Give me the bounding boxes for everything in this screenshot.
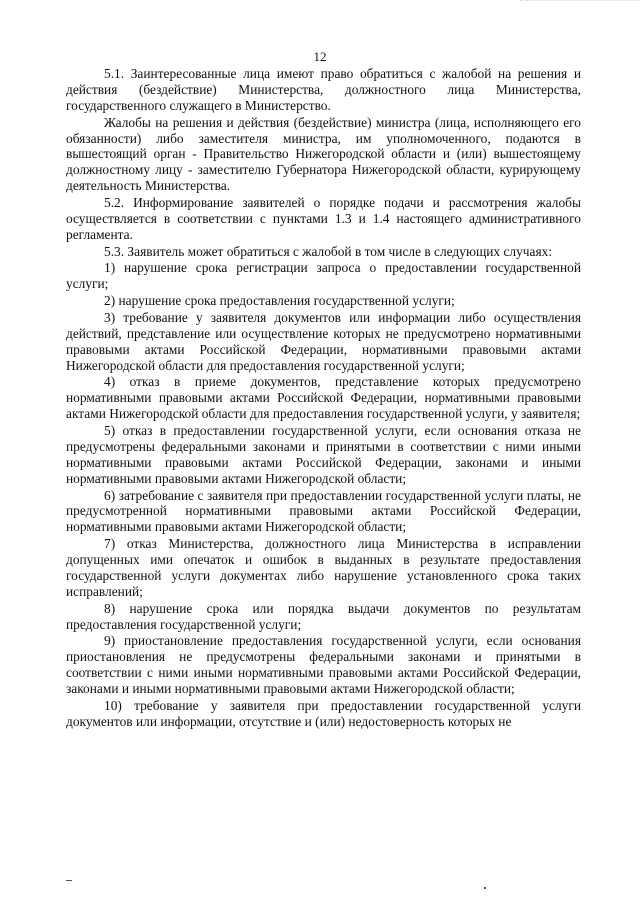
margin-mark-right [484, 887, 486, 889]
paragraph-5-2: 5.2. Информирование заявителей о порядке подачи и рассмотрения жалобы осуществляется в соответствии с пунктами 1.3 и 1.4 настоящего административного регламента. [66, 195, 581, 242]
list-item-10: 10) требование у заявителя при предоставлении государственной услуги документов или информации, отсутствие и (или) недостоверность которых не [66, 697, 581, 729]
list-item-7: 7) отказ Министерства, должностного лица Министерства в исправлении допущенных ими опечаток и ошибок в выданных в результате предоставления государственной услуги документах либо нарушение установленного срока таких исправлений; [66, 536, 581, 599]
scan-artifact [520, 0, 640, 9]
list-item-6: 6) затребование с заявителя при предоставлении государственной услуги платы, не предусмотренной нормативными правовыми актами Российской Федерации, нормативными правовыми актами Нижегородской области; [66, 487, 581, 535]
list-item-1: 1) нарушение срока регистрации запроса о предоставлении государственной услуги; [66, 260, 581, 292]
list-item-2: 2) нарушение срока предоставления государственной услуги; [104, 293, 455, 309]
page-number: 12 [313, 49, 327, 64]
list-item-5: 5) отказ в предоставлении государственной услуги, если основания отказа не предусмотрены федеральными законами и принятыми в соответствии с ними иными нормативными правовыми актами Российской Федерации, законами и иными нормативными правовыми актами Нижегородской области; [66, 423, 581, 486]
list-item-3: 3) требование у заявителя документов или информации либо осуществления действий, представление или осуществление которых не предусмотрено нормативными правовыми актами Российской Федерации, нормативными правовыми актами Нижегородской области для предоставления государственной услуги; [66, 309, 581, 373]
margin-mark-left [66, 880, 72, 881]
list-item-4: 4) отказ в приеме документов, представление которых предусмотрено нормативными правовыми актами Российской Федерации, нормативными правовыми актами Нижегородской области для предоставления государственной услуги, у заявителя; [66, 374, 581, 422]
document-body [66, 66, 581, 731]
paragraph-complaints: Жалобы на решения и действия (бездействие) министра (лица, исполняющего его обязанности) либо заместителя министра, им уполномоченного, подаются в вышестоящий орган - Правительство Нижегородской области и (или) вышестоящему должностному лицу - заместителю Губернатора Нижегородской области, курирующему деятельность Министерства. [66, 114, 581, 194]
paragraph-5-1: 5.1. Заинтересованные лица имеют право обратиться с жалобой на решения и действия (бездействие) Министерства, должностного лица Министерства, государственного служащего в Министерство. [66, 66, 581, 113]
paragraph-5-3: 5.3. Заявитель может обратиться с жалобой в том числе в следующих случаях: [104, 243, 553, 259]
list-item-9: 9) приостановление предоставления государственной услуги, если основания приостановления не предусмотрены федеральными законами и принятыми в соответствии с ними иными нормативными правовыми актами Российской Федерации, законами и иными нормативными правовыми актами Нижегородской области; [66, 633, 581, 697]
list-item-8: 8) нарушение срока или порядка выдачи документов по результатам предоставления государственной услуги; [66, 600, 581, 632]
